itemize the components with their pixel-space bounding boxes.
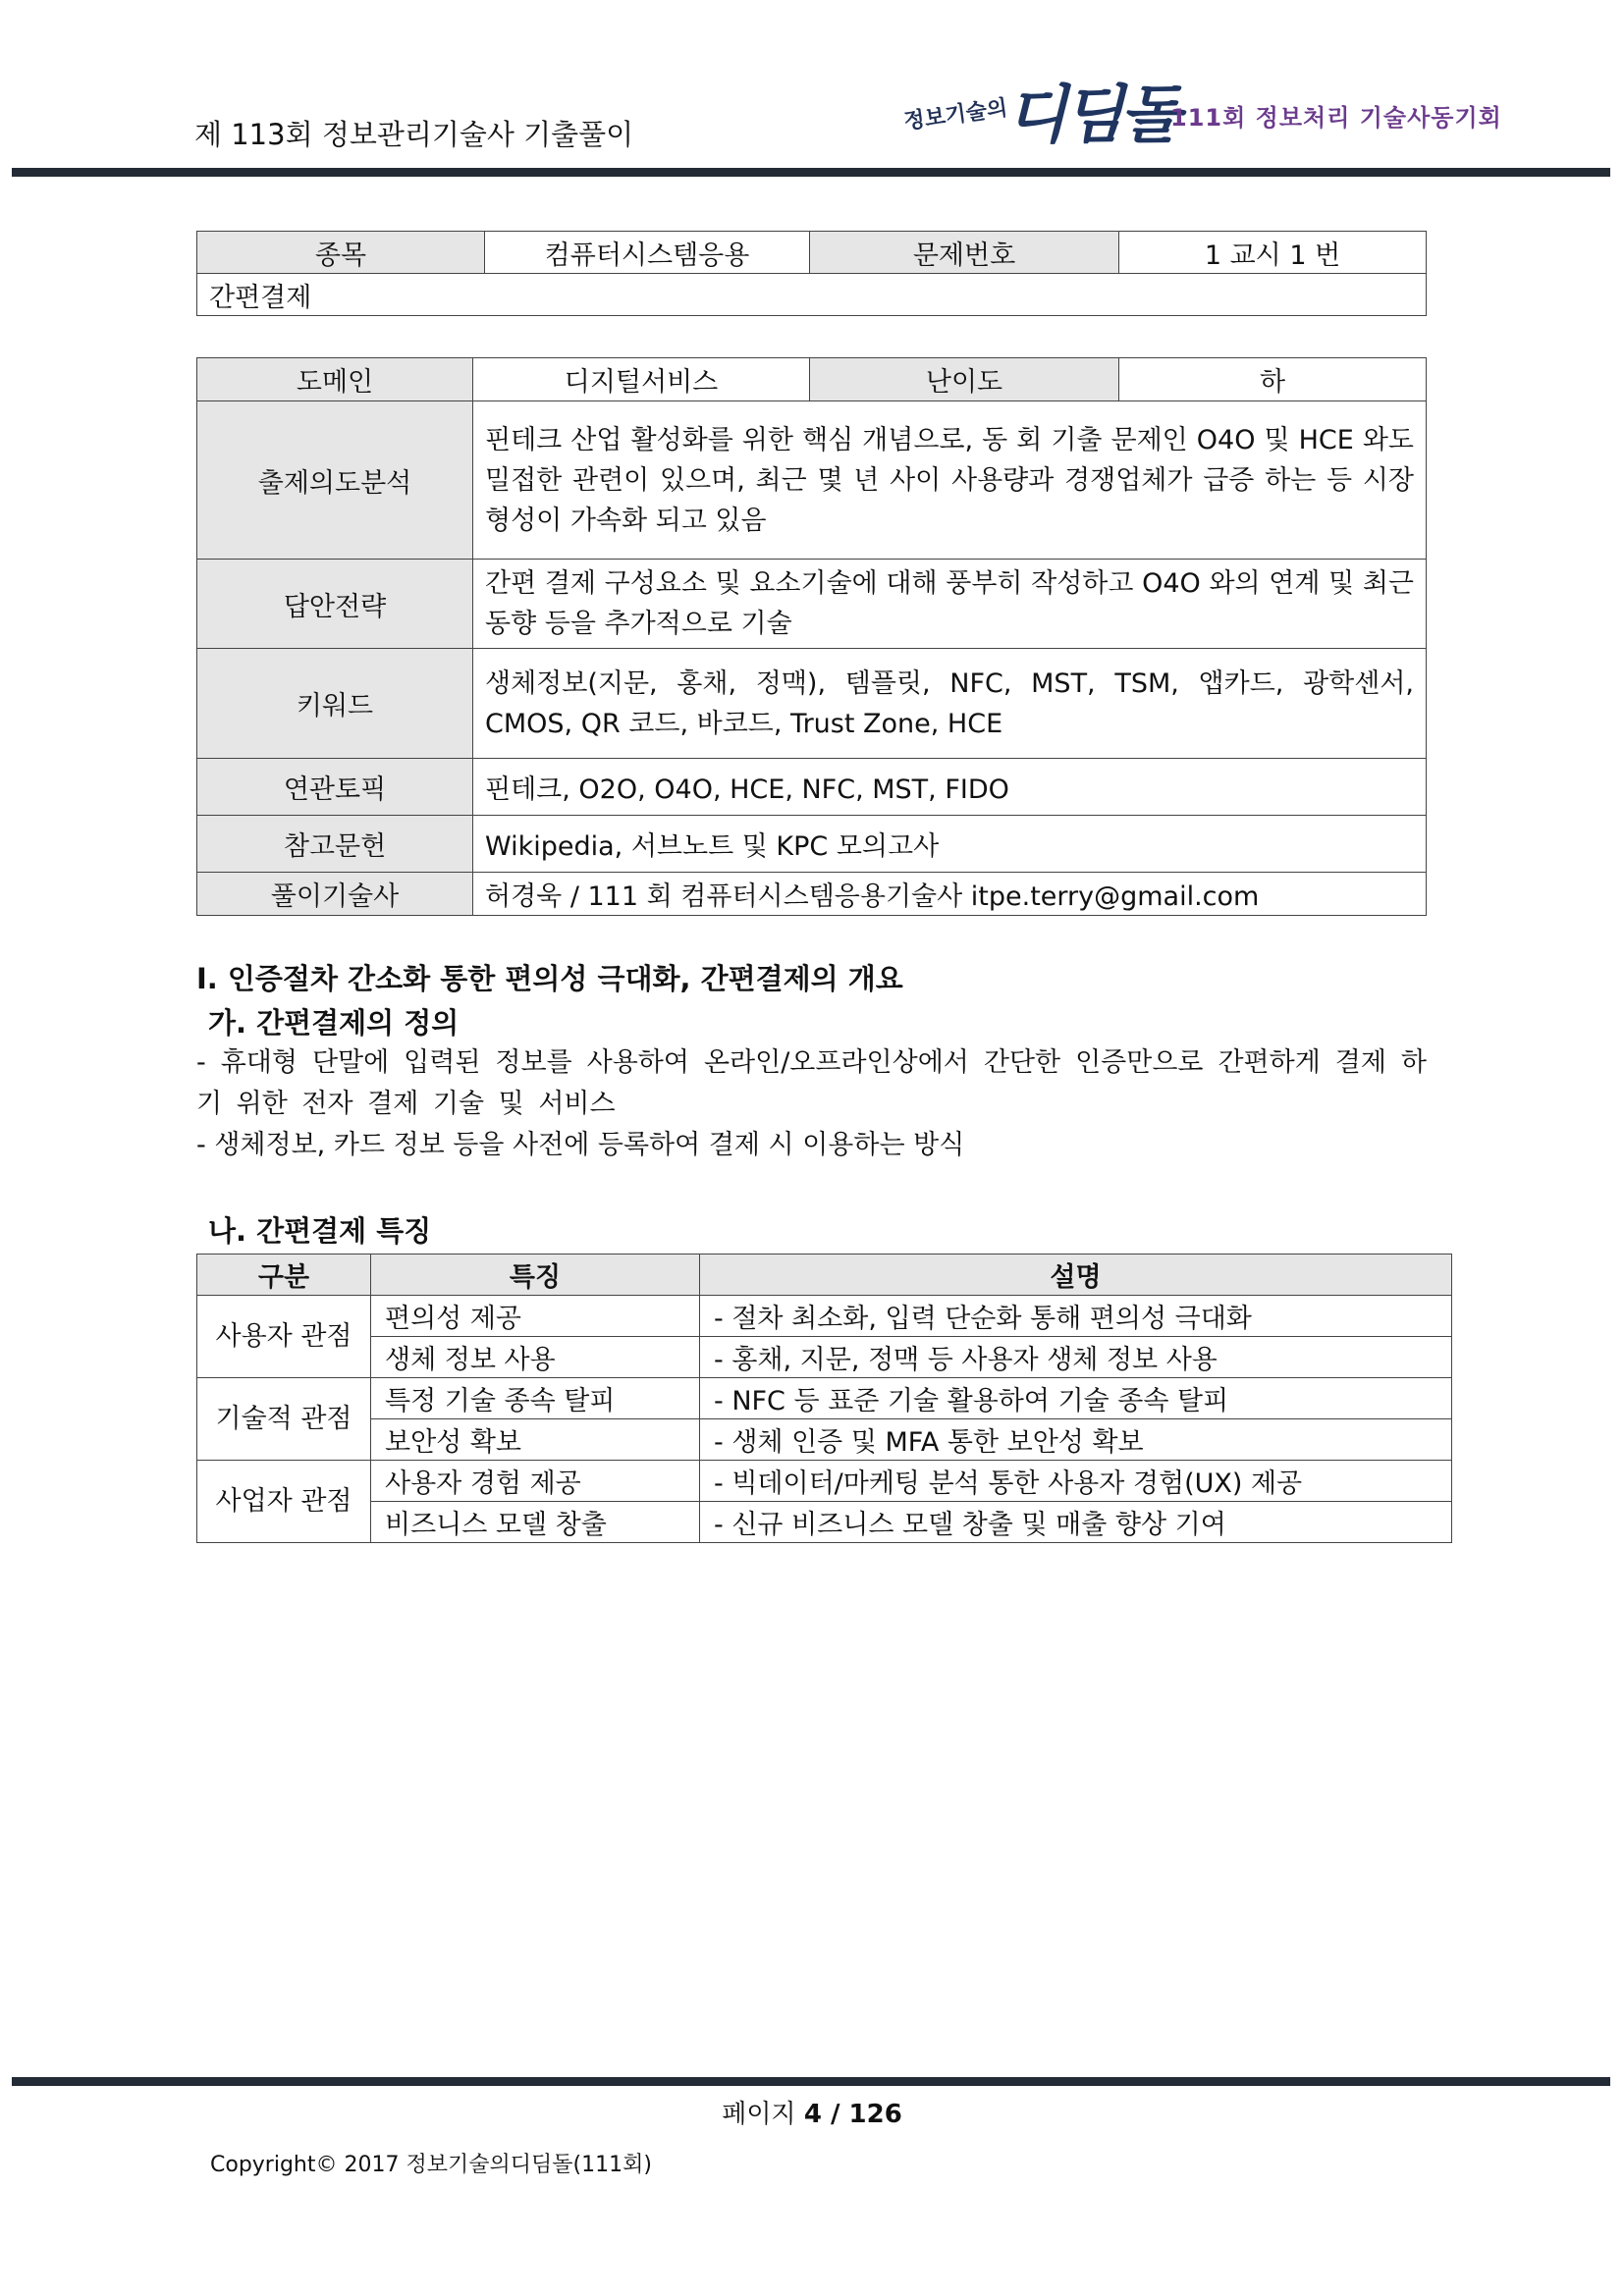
column-header: 설명: [700, 1255, 1452, 1296]
page-value: 4 / 126: [803, 2100, 902, 2129]
subject-value: 컴퓨터시스템응용: [485, 232, 810, 274]
subject-label: 종목: [197, 232, 485, 274]
question-meta-table: [196, 357, 1427, 916]
meta-row-label: 출제의도분석: [197, 401, 473, 560]
footer-divider: [12, 2077, 1610, 2086]
question-info-table: [196, 231, 1427, 316]
meta-row-value: 간편 결제 구성요소 및 요소기술에 대해 풍부히 작성하고 O4O 와의 연계 및 최근 동향 등을 추가적으로 기술: [473, 560, 1427, 649]
meta-row-value: 생체정보(지문, 홍채, 정맥), 템플릿, NFC, MST, TSM, 앱카드, 광학센서, CMOS, QR 코드, 바코드, Trust Zone, HCE: [473, 649, 1427, 759]
document-header-title: 제 113회 정보관리기술사 기출풀이: [194, 118, 634, 151]
group-label: 사업자 관점: [197, 1461, 371, 1543]
meta-row-label: 답안전략: [197, 560, 473, 649]
feature-cell: 생체 정보 사용: [371, 1337, 700, 1378]
domain-label: 도메인: [197, 358, 473, 401]
logo-text-big: 디딤돌: [1006, 80, 1177, 152]
copyright: Copyright© 2017 정보기술의디딤돌(111회): [210, 2153, 652, 2177]
feature-cell: 비즈니스 모델 창출: [371, 1502, 700, 1543]
topic-value: 간편결제: [197, 274, 1427, 316]
meta-row-value: 핀테크 산업 활성화를 위한 핵심 개념으로, 동 회 기출 문제인 O4O 및 HCE 와도 밀접한 관련이 있으며, 최근 몇 년 사이 사용량과 경쟁업체가 급증 하는 등 시장 형성이 가속화 되고 있음: [473, 401, 1427, 560]
column-header: 구분: [197, 1255, 371, 1296]
table-row: [197, 1296, 1452, 1337]
definition-paragraph: - 휴대형 단말에 입력된 정보를 사용하여 온라인/오프라인상에서 간단한 인증만으로 간편하게 결제 하기 위한 전자 결제 기술 및 서비스: [196, 1047, 1427, 1119]
feature-cell: 편의성 제공: [371, 1296, 700, 1337]
header-divider: [12, 168, 1610, 177]
logo-club-name: 111회 정보처리 기술사동기회: [1170, 104, 1502, 132]
domain-value: 디지털서비스: [473, 358, 810, 401]
description-cell: - 생체 인증 및 MFA 통한 보안성 확보: [700, 1419, 1452, 1461]
qno-value: 1 교시 1 번: [1119, 232, 1427, 274]
qno-label: 문제번호: [810, 232, 1119, 274]
group-label: 사용자 관점: [197, 1296, 371, 1378]
meta-row-label: 풀이기술사: [197, 873, 473, 916]
description-cell: - 절차 최소화, 입력 단순화 통해 편의성 극대화: [700, 1296, 1452, 1337]
features-table: [196, 1254, 1452, 1543]
subsection-heading: 가. 간편결제의 정의: [208, 1006, 460, 1040]
meta-row-value: 핀테크, O2O, O4O, HCE, NFC, MST, FIDO: [473, 759, 1427, 816]
logo-text-small: 정보기술의: [902, 95, 1009, 135]
section-heading: I. 인증절차 간소화 통한 편의성 극대화, 간편결제의 개요: [196, 962, 903, 995]
feature-cell: 특정 기술 종속 탈피: [371, 1378, 700, 1419]
meta-row-label: 연관토픽: [197, 759, 473, 816]
level-value: 하: [1119, 358, 1427, 401]
meta-row-label: 참고문헌: [197, 816, 473, 873]
description-cell: - 홍채, 지문, 정맥 등 사용자 생체 정보 사용: [700, 1337, 1452, 1378]
feature-cell: 보안성 확보: [371, 1419, 700, 1461]
page-number: [0, 2094, 1624, 2130]
description-cell: - 빅데이터/마케팅 분석 통한 사용자 경험(UX) 제공: [700, 1461, 1452, 1502]
meta-row-label: 키워드: [197, 649, 473, 759]
table-row: [197, 1378, 1452, 1419]
description-cell: - NFC 등 표준 기술 활용하여 기술 종속 탈피: [700, 1378, 1452, 1419]
column-header: 특징: [371, 1255, 700, 1296]
feature-cell: 사용자 경험 제공: [371, 1461, 700, 1502]
page-label: 페이지: [722, 2100, 796, 2129]
meta-row-value: 허경욱 / 111 회 컴퓨터시스템응용기술사 itpe.terry@gmail.com: [473, 873, 1427, 916]
definition-paragraph: - 생체정보, 카드 정보 등을 사전에 등록하여 결제 시 이용하는 방식: [196, 1130, 965, 1160]
table-row: [197, 1419, 1452, 1461]
group-label: 기술적 관점: [197, 1378, 371, 1461]
description-cell: - 신규 비즈니스 모델 창출 및 매출 향상 기여: [700, 1502, 1452, 1543]
table-row: [197, 1502, 1452, 1543]
table-row: [197, 1337, 1452, 1378]
meta-row-value: Wikipedia, 서브노트 및 KPC 모의고사: [473, 816, 1427, 873]
subsection-heading: 나. 간편결제 특징: [208, 1214, 432, 1248]
table-row: [197, 1461, 1452, 1502]
level-label: 난이도: [810, 358, 1119, 401]
